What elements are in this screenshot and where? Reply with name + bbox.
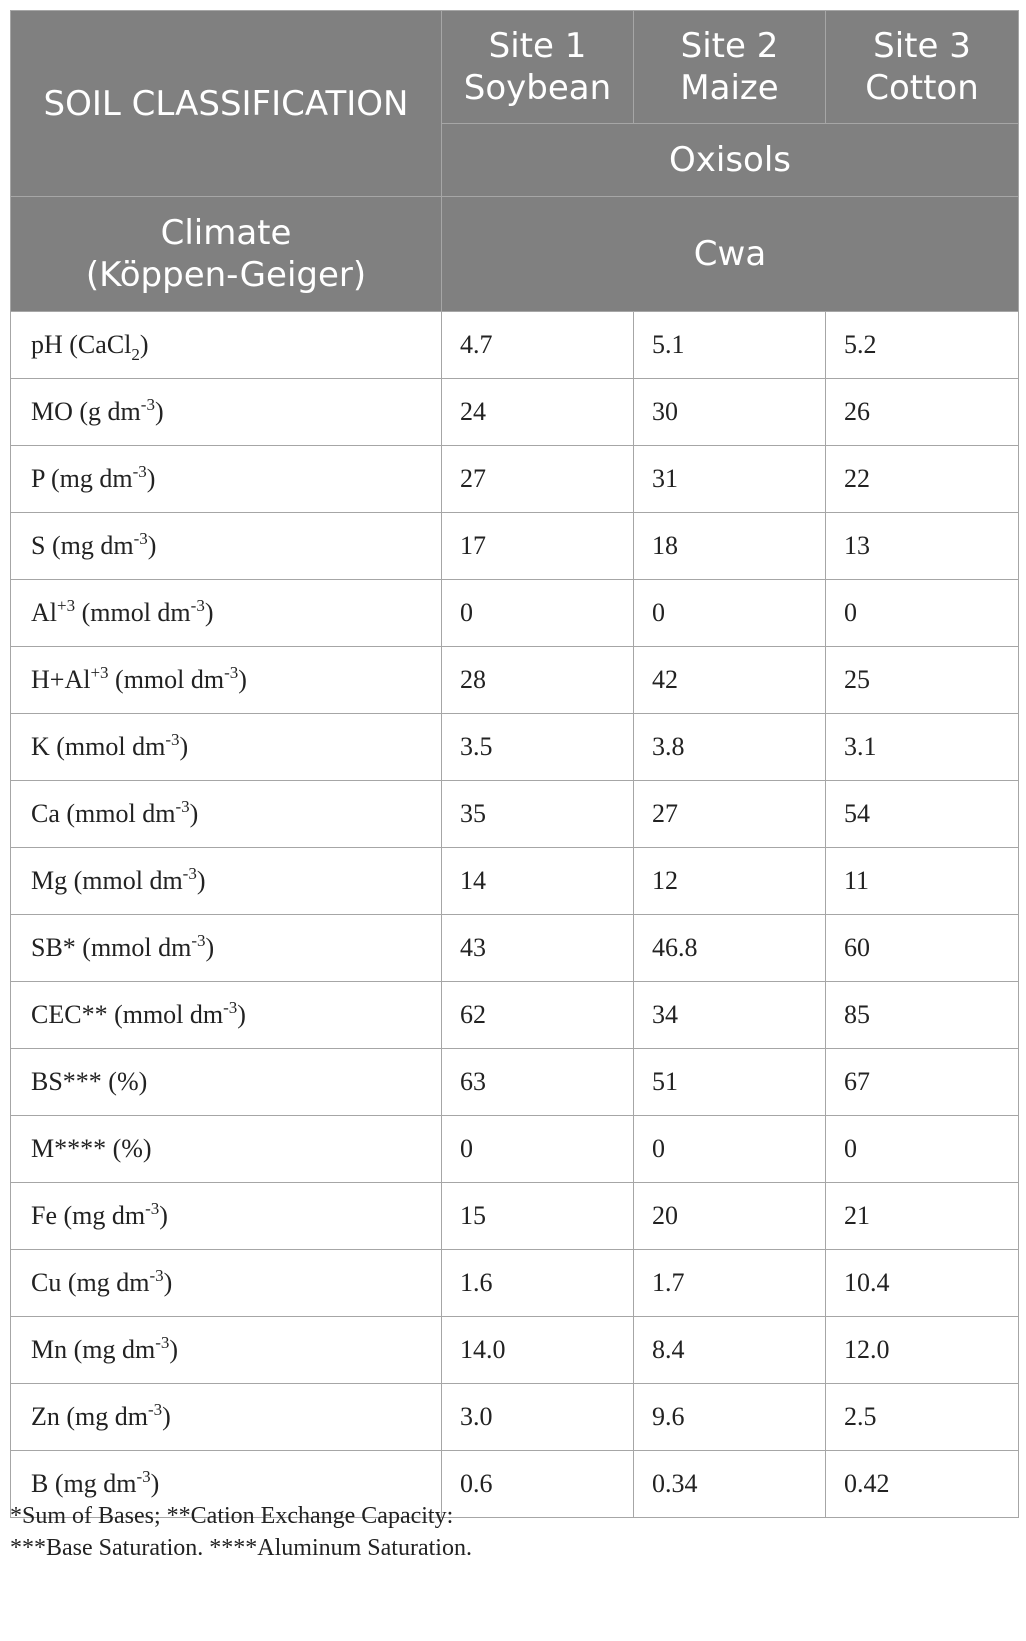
site-2-value: 34 (634, 982, 826, 1049)
row-label (11, 1183, 442, 1250)
table-row (11, 580, 1019, 647)
site-1-header (442, 11, 634, 124)
row-label-text: CEC** (mmol dm (31, 1000, 224, 1029)
row-label (11, 1049, 442, 1116)
row-label (11, 781, 442, 848)
row-label-subscript: 2 (131, 345, 140, 364)
row-label-suffix: ) (179, 732, 189, 761)
row-label-superscript: -3 (182, 864, 197, 883)
site-1-value: 27 (442, 446, 634, 513)
site-2-header (634, 11, 826, 124)
site-2-value: 51 (634, 1049, 826, 1116)
row-label (11, 312, 442, 379)
site-3-value: 11 (826, 848, 1019, 915)
row-label-unit: (mmol dm (75, 598, 191, 627)
row-label-text: P (mg dm (31, 464, 133, 493)
climate-system: (Köppen-Geiger) (85, 255, 367, 295)
table-row (11, 781, 1019, 848)
site-2-name: Site 2 (680, 26, 779, 66)
site-2-value: 30 (634, 379, 826, 446)
row-label (11, 1384, 442, 1451)
row-label-text: Zn (mg dm (31, 1402, 148, 1431)
site-3-value: 67 (826, 1049, 1019, 1116)
row-label-superscript: -3 (175, 797, 190, 816)
row-label-suffix: ) (147, 531, 157, 560)
site-3-header (826, 11, 1019, 124)
site-1-value: 1.6 (442, 1250, 634, 1317)
row-label-superscript: -3 (223, 998, 238, 1017)
row-label (11, 1250, 442, 1317)
site-1-value: 0.6 (442, 1451, 634, 1518)
row-label-text: S (mg dm (31, 531, 134, 560)
row-label-superscript: -3 (191, 931, 206, 950)
site-1-value: 17 (442, 513, 634, 580)
row-label (11, 714, 442, 781)
table-row (11, 312, 1019, 379)
row-label-superscript: -3 (149, 1266, 164, 1285)
site-2-value: 42 (634, 647, 826, 714)
table-header (11, 11, 1019, 312)
site-3-value: 5.2 (826, 312, 1019, 379)
site-2-value: 12 (634, 848, 826, 915)
site-1-value: 62 (442, 982, 634, 1049)
site-1-value: 35 (442, 781, 634, 848)
row-label-superscript: -3 (155, 1333, 170, 1352)
site-2-value: 18 (634, 513, 826, 580)
row-label-superscript: -3 (148, 1400, 163, 1419)
site-1-crop: Soybean (463, 68, 612, 108)
site-3-crop: Cotton (865, 68, 979, 108)
row-label-superscript: +3 (57, 596, 76, 615)
climate-label: Climate (160, 213, 292, 253)
site-3-value: 3.1 (826, 714, 1019, 781)
table-row (11, 1183, 1019, 1250)
row-label-suffix: ) (169, 1335, 179, 1364)
table-row (11, 1317, 1019, 1384)
row-label-superscript: -3 (136, 1467, 151, 1486)
site-1-name: Site 1 (488, 26, 587, 66)
row-label-superscript: -3 (145, 1199, 160, 1218)
row-label-suffix: ) (205, 933, 215, 962)
row-label (11, 446, 442, 513)
row-label-text: B (mg dm (31, 1469, 137, 1498)
site-3-value: 0 (826, 1116, 1019, 1183)
site-2-value: 20 (634, 1183, 826, 1250)
row-label-suffix: ) (146, 464, 156, 493)
row-label-text: Ca (mmol dm (31, 799, 176, 828)
soil-properties-table (10, 10, 1019, 1518)
site-3-value: 12.0 (826, 1317, 1019, 1384)
row-label-superscript: -3 (132, 462, 147, 481)
site-2-value: 5.1 (634, 312, 826, 379)
footnote-2: ***Base Saturation. ****Aluminum Saturation. (10, 1535, 472, 1561)
site-3-value: 13 (826, 513, 1019, 580)
row-label-superscript: -3 (133, 529, 148, 548)
site-2-value: 31 (634, 446, 826, 513)
site-1-value: 14.0 (442, 1317, 634, 1384)
site-1-value: 43 (442, 915, 634, 982)
row-label (11, 982, 442, 1049)
table-row (11, 379, 1019, 446)
soil-classification-header: SOIL CLASSIFICATION (11, 11, 442, 197)
site-1-value: 3.0 (442, 1384, 634, 1451)
row-label-superscript: -3 (165, 730, 180, 749)
site-3-value: 26 (826, 379, 1019, 446)
row-label (11, 647, 442, 714)
site-3-value: 10.4 (826, 1250, 1019, 1317)
site-3-value: 0.42 (826, 1451, 1019, 1518)
row-label-suffix: ) (163, 1268, 173, 1297)
table-row (11, 1250, 1019, 1317)
site-3-name: Site 3 (873, 26, 971, 66)
row-label-text: Fe (mg dm (31, 1201, 146, 1230)
row-label-text: M**** (%) (31, 1134, 152, 1163)
site-2-value: 0 (634, 580, 826, 647)
row-label-suffix: ) (150, 1469, 160, 1498)
row-label-suffix: ) (204, 598, 214, 627)
site-2-value: 0 (634, 1116, 826, 1183)
table-row (11, 1116, 1019, 1183)
row-label-unit: (mmol dm (108, 665, 225, 694)
site-1-value: 28 (442, 647, 634, 714)
site-2-value: 46.8 (634, 915, 826, 982)
table-row (11, 513, 1019, 580)
row-label-suffix: ) (154, 397, 164, 426)
row-label-superscript: -3 (224, 663, 239, 682)
row-label-text: K (mmol dm (31, 732, 166, 761)
row-label (11, 379, 442, 446)
row-label-suffix: ) (139, 330, 149, 359)
climate-value: Cwa (442, 197, 1019, 312)
row-label-superscript: -3 (190, 596, 205, 615)
site-3-value: 54 (826, 781, 1019, 848)
row-label-suffix: ) (237, 1000, 246, 1029)
table-row (11, 848, 1019, 915)
table-row (11, 1384, 1019, 1451)
site-2-value: 9.6 (634, 1384, 826, 1451)
site-1-value: 63 (442, 1049, 634, 1116)
row-label-text: Mn (mg dm (31, 1335, 156, 1364)
site-2-value: 0.34 (634, 1451, 826, 1518)
table-row (11, 1049, 1019, 1116)
row-label-suffix: ) (196, 866, 206, 895)
site-1-value: 0 (442, 1116, 634, 1183)
site-2-value: 3.8 (634, 714, 826, 781)
row-label-superscript: +3 (90, 663, 109, 682)
row-label (11, 848, 442, 915)
site-1-value: 4.7 (442, 312, 634, 379)
site-3-value: 25 (826, 647, 1019, 714)
table-row (11, 982, 1019, 1049)
row-label-text: MO (g dm (31, 397, 141, 426)
row-label-text: Mg (mmol dm (31, 866, 183, 895)
row-label (11, 915, 442, 982)
site-3-value: 60 (826, 915, 1019, 982)
site-3-value: 0 (826, 580, 1019, 647)
climate-header (11, 197, 442, 312)
site-3-value: 21 (826, 1183, 1019, 1250)
site-2-value: 1.7 (634, 1250, 826, 1317)
table-row (11, 915, 1019, 982)
row-label-text: Al (31, 598, 57, 627)
site-1-value: 14 (442, 848, 634, 915)
row-label-text: H+Al (31, 665, 91, 694)
row-label-suffix: ) (162, 1402, 171, 1431)
footnotes (10, 1500, 472, 1564)
table-row (11, 647, 1019, 714)
site-2-value: 27 (634, 781, 826, 848)
site-1-value: 0 (442, 580, 634, 647)
row-label-text: Cu (mg dm (31, 1268, 150, 1297)
row-label-text: SB* (mmol dm (31, 933, 192, 962)
row-label-superscript: -3 (140, 395, 155, 414)
row-label (11, 580, 442, 647)
table-body (11, 312, 1019, 1518)
footnote-1: *Sum of Bases; **Cation Exchange Capacity: (10, 1503, 454, 1529)
site-1-value: 24 (442, 379, 634, 446)
site-3-value: 22 (826, 446, 1019, 513)
row-label-suffix: ) (238, 665, 247, 694)
row-label (11, 513, 442, 580)
site-1-value: 3.5 (442, 714, 634, 781)
table-row (11, 714, 1019, 781)
table-row (11, 446, 1019, 513)
row-label (11, 1317, 442, 1384)
row-label-text: BS*** (%) (31, 1067, 148, 1096)
site-3-value: 2.5 (826, 1384, 1019, 1451)
site-3-value: 85 (826, 982, 1019, 1049)
soil-type-header: Oxisols (442, 124, 1019, 197)
site-2-crop: Maize (680, 68, 779, 108)
site-1-value: 15 (442, 1183, 634, 1250)
row-label-suffix: ) (159, 1201, 168, 1230)
row-label (11, 1116, 442, 1183)
row-label-suffix: ) (189, 799, 199, 828)
site-2-value: 8.4 (634, 1317, 826, 1384)
row-label-text: pH (CaCl (31, 330, 132, 359)
